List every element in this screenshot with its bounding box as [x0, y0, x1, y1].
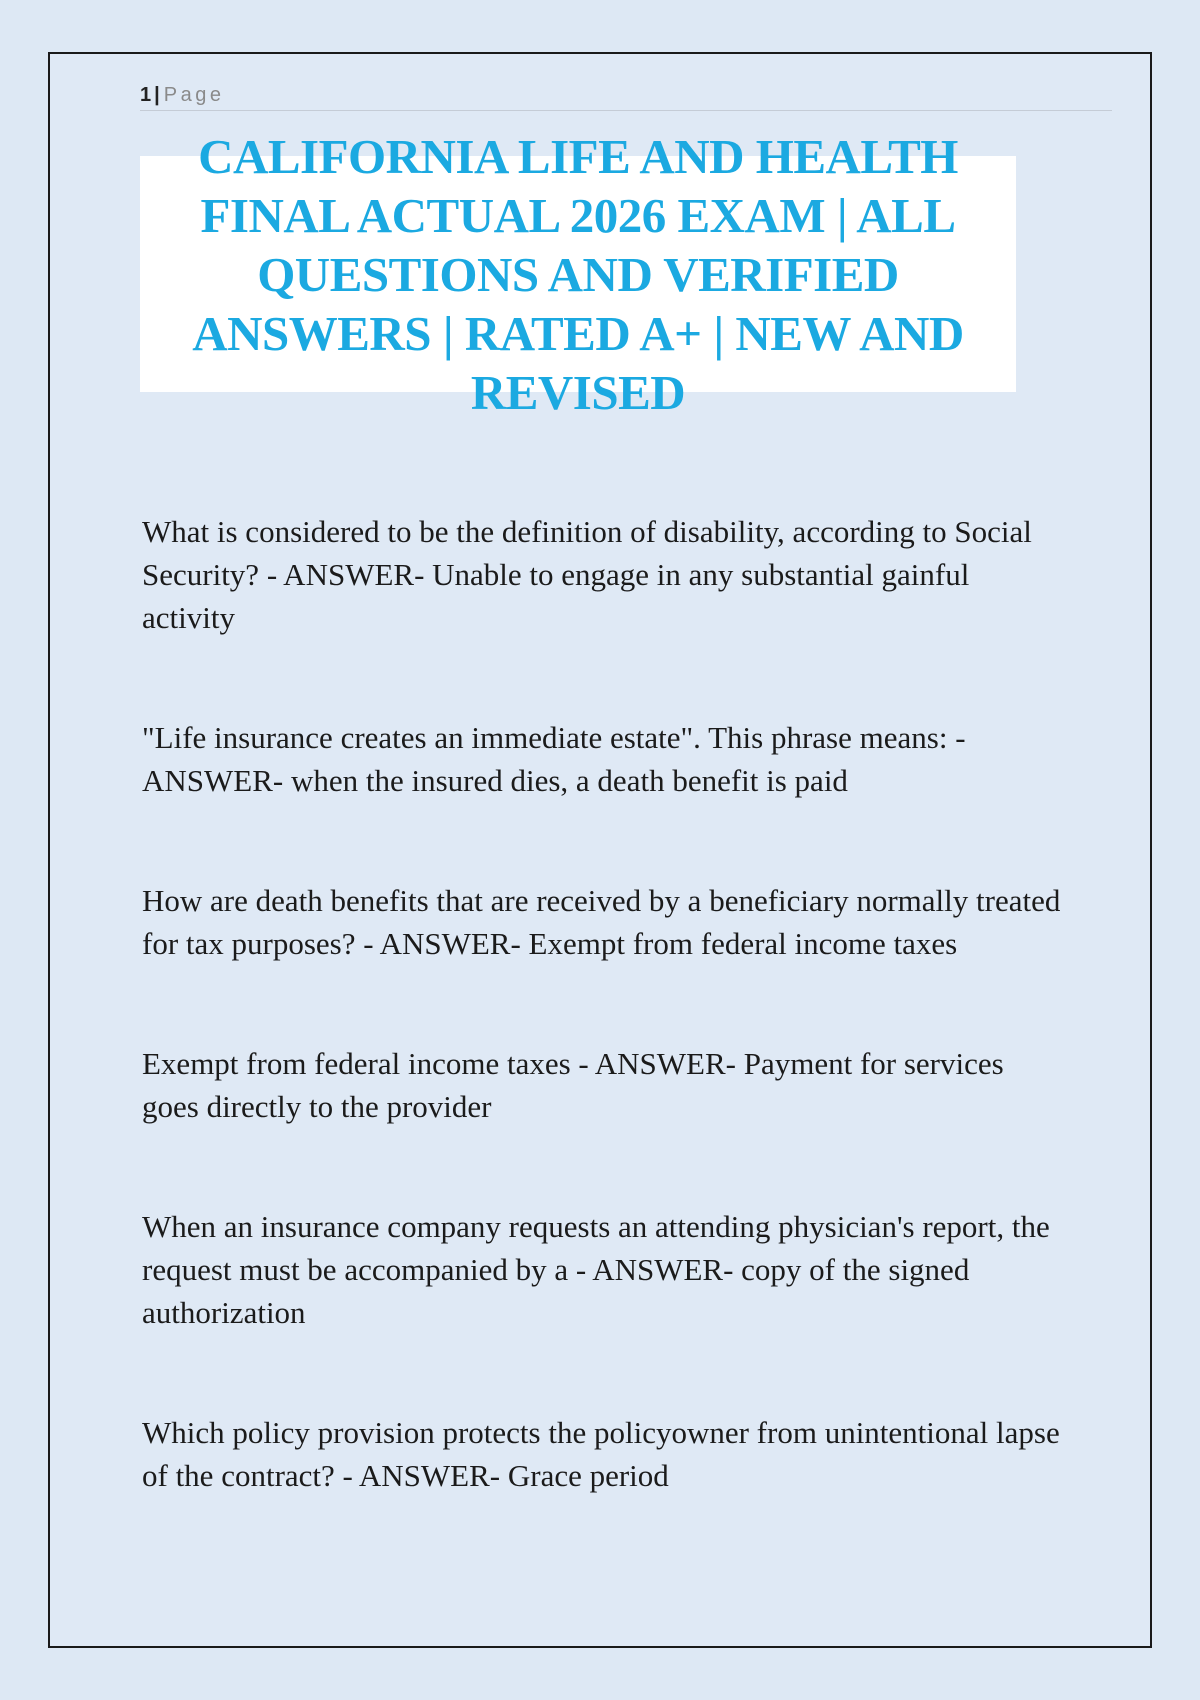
page-label: Page: [163, 84, 225, 106]
qa-item: How are death benefits that are received by a beneficiary normally treated for tax purposes? - ANSWER- Exempt from federal income taxes: [142, 883, 1061, 961]
qa-item: When an insurance company requests an attending physician's report, the request must be accompanied by a - ANSWER- copy of the signed authorization: [142, 1209, 1050, 1330]
page-header-separator: |: [154, 84, 160, 106]
qa-item: "Life insurance creates an immediate estate". This phrase means: - ANSWER- when the insured dies, a death benefit is paid: [142, 720, 966, 798]
document-title: CALIFORNIA LIFE AND HEALTH FINAL ACTUAL 2026 EXAM | ALL QUESTIONS AND VERIFIED ANSWERS | RATED A+ | NEW AND REVISED: [192, 128, 964, 420]
qa-item: Which policy provision protects the policyowner from unintentional lapse of the contract? - ANSWER- Grace period: [142, 1415, 1060, 1493]
qa-list: [142, 510, 1062, 1497]
document-page: [48, 52, 1152, 1648]
page-number: 1: [140, 84, 152, 106]
title-box: [140, 128, 1016, 420]
qa-item: What is considered to be the definition of disability, according to Social Security? - ANSWER- Unable to engage in any substantial gainful activity: [142, 514, 1032, 635]
qa-item: Exempt from federal income taxes - ANSWER- Payment for services goes directly to the provider: [142, 1046, 1004, 1124]
page-header: [140, 80, 1112, 111]
